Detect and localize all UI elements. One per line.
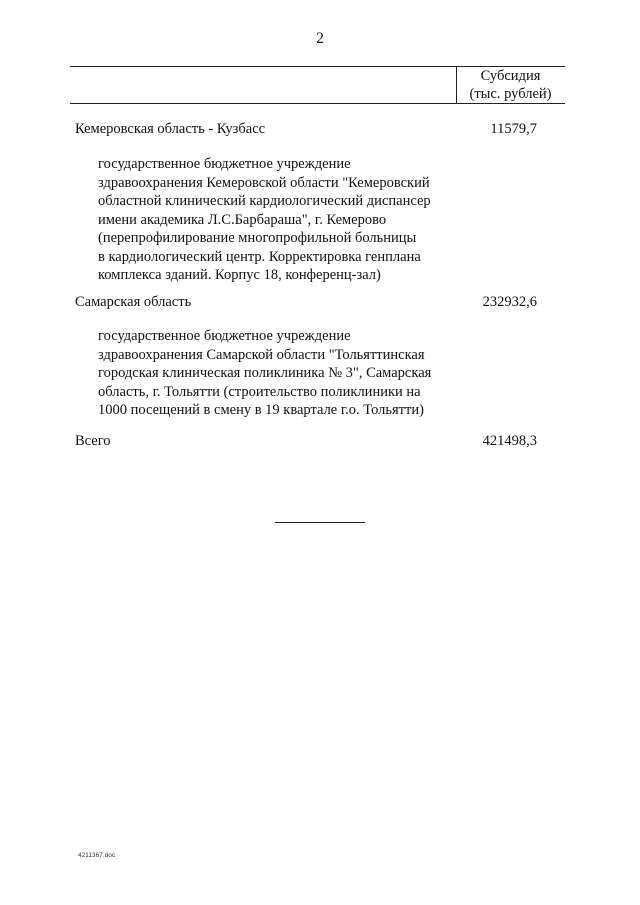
subsidy-value-kemerovo: 11579,7 (490, 121, 537, 137)
description-line: (перепрофилирование многопрофильной больницы (98, 230, 417, 246)
description-line: в кардиологический центр. Корректировка генплана (98, 248, 421, 265)
total-label: Всего (75, 433, 111, 449)
document-filename-footer: 4211367.doc (78, 852, 116, 859)
region-name-kemerovo: Кемеровская область - Кузбасс (75, 121, 266, 137)
description-line: область, г. Тольятти (строительство поликлиники на (98, 383, 421, 400)
description-line: государственное бюджетное учреждение (98, 328, 351, 344)
page-number: 2 (316, 30, 324, 47)
subsidy-header-line2: (тыс. рублей) (469, 86, 552, 102)
subsidy-column-header (456, 67, 565, 103)
institution-description-samara (98, 327, 458, 420)
table-header-bottom-rule (70, 103, 565, 104)
description-line: здравоохранения Самарской области "Тольяттинская (98, 346, 425, 363)
description-line: государственное бюджетное учреждение (98, 156, 351, 172)
total-value: 421498,3 (482, 433, 537, 449)
description-line: 1000 посещений в смену в 19 квартале г.о. Тольятти) (98, 402, 424, 418)
description-line: комплекса зданий. Корпус 18, конференц-зал) (98, 267, 381, 283)
subsidy-header-line1: Субсидия (480, 68, 541, 84)
description-line: областной клинический кардиологический диспансер (98, 193, 431, 209)
subsidy-value-samara: 232932,6 (482, 294, 537, 310)
description-line: имени академика Л.С.Барбараша", г. Кемерово (98, 211, 387, 228)
region-name-samara: Самарская область (75, 294, 192, 310)
description-line: городская клиническая поликлиника № 3", Самарская (98, 365, 432, 381)
description-line: здравоохранения Кемеровской области "Кемеровский (98, 174, 430, 191)
end-of-table-rule (275, 522, 365, 523)
institution-description-kemerovo (98, 155, 458, 285)
